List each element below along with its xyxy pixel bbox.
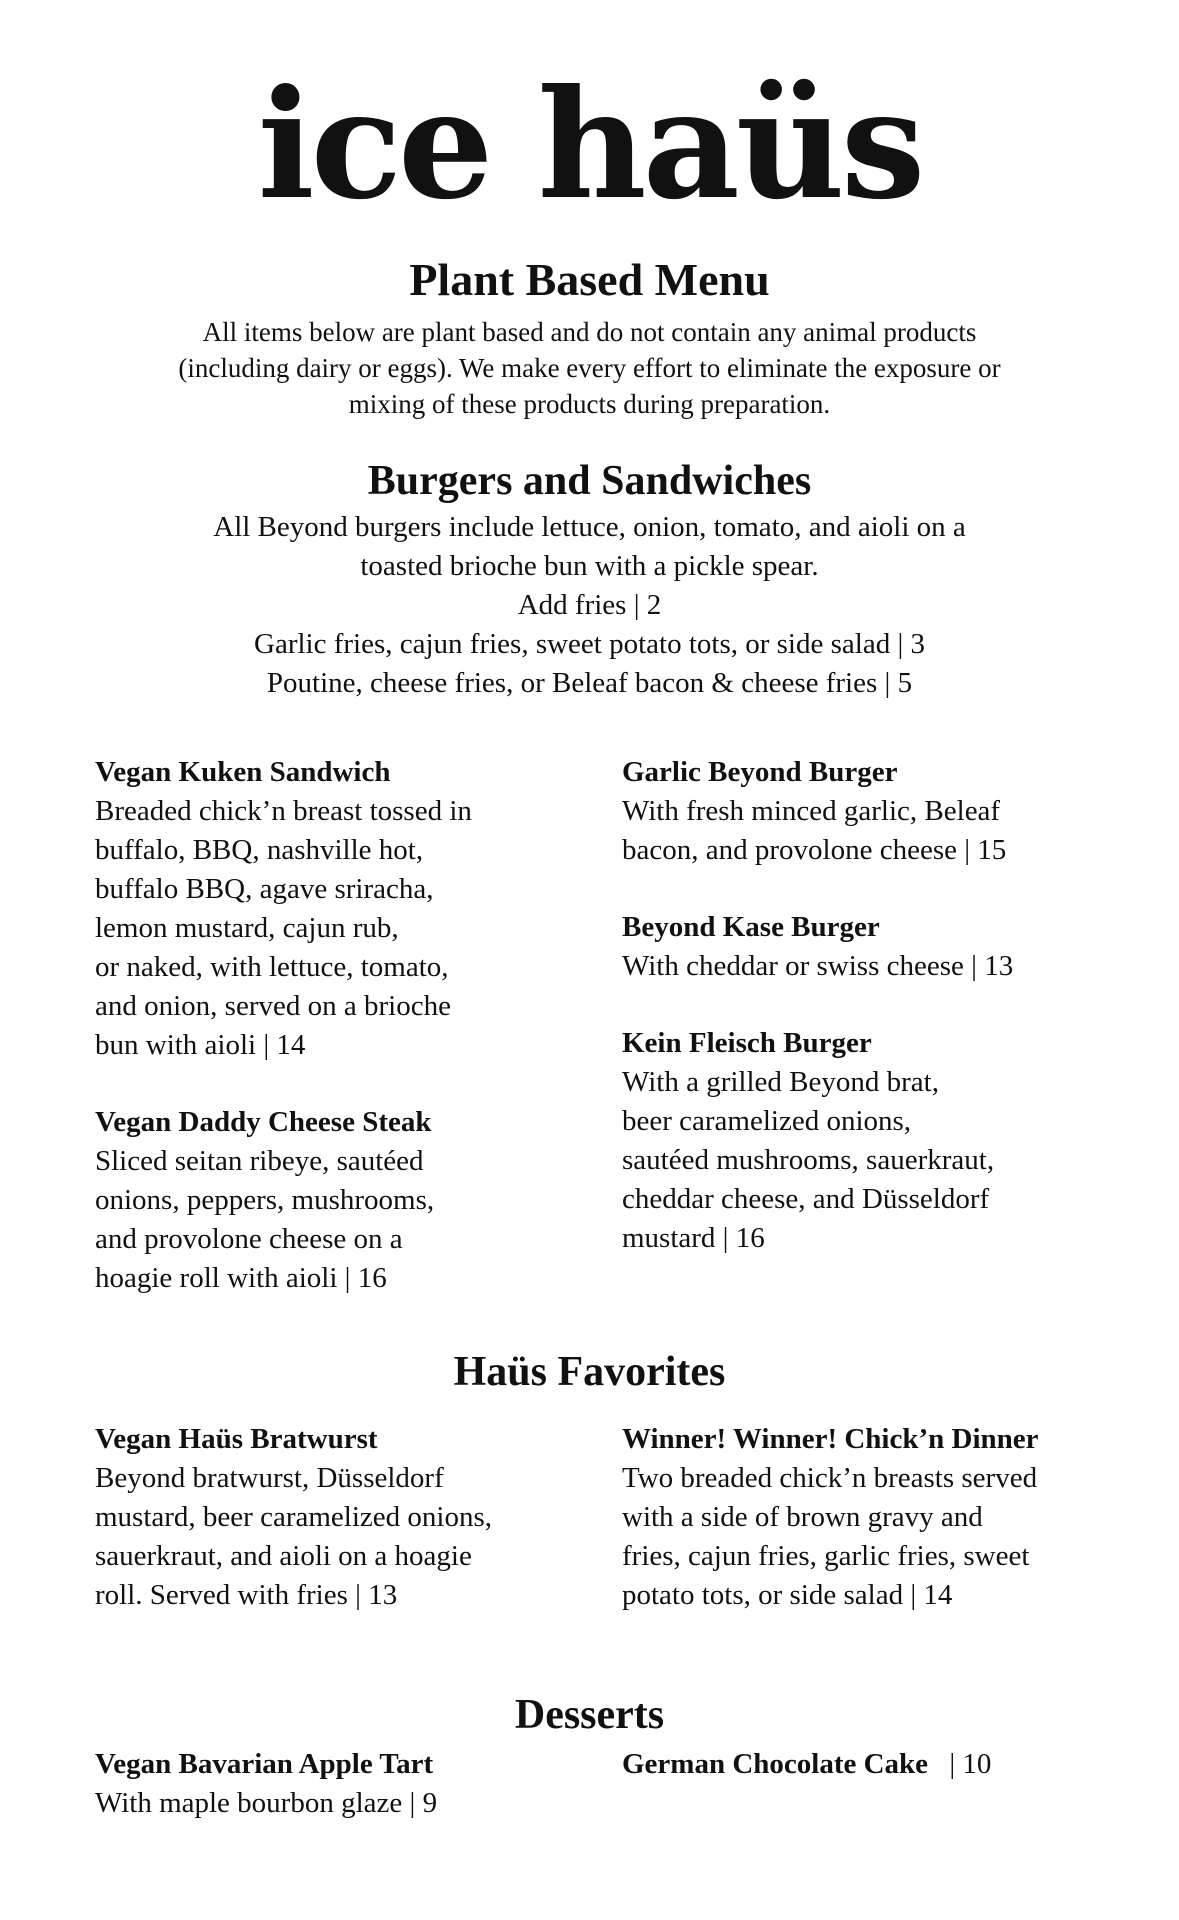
section-title-burgers: Burgers and Sandwiches (367, 458, 812, 504)
desserts-right-column (622, 1745, 1142, 1811)
menu-item-vegan-daddy-cheese-steak (95, 1103, 615, 1298)
item-desc-line: buffalo, BBQ, nashville hot, (95, 834, 424, 866)
intro-line: All items below are plant based and do not contain any animal products (202, 317, 977, 347)
item-desc-line: or naked, with lettuce, tomato, (95, 951, 449, 983)
item-name: German Chocolate Cake (622, 1748, 929, 1780)
item-desc-line: sauerkraut, and aioli on a hoagie (95, 1540, 472, 1572)
item-desc-line: bun with aioli | 14 (95, 1029, 306, 1061)
item-desc-line: With a grilled Beyond brat, (622, 1066, 939, 1098)
desserts-left-column (95, 1745, 615, 1850)
item-desc-line: onions, peppers, mushrooms, (95, 1184, 435, 1216)
burger-note: All Beyond burgers include lettuce, onion, tomato, and aioli on a (213, 511, 966, 543)
intro-line: mixing of these products during preparation. (348, 389, 831, 419)
menu-item-german-chocolate-cake (622, 1745, 1142, 1784)
item-desc-line: with a side of brown gravy and (622, 1501, 983, 1533)
item-name: Winner! Winner! Chick’n Dinner (622, 1423, 1039, 1455)
item-desc-line: buffalo BBQ, agave sriracha, (95, 873, 434, 905)
menu-item-vegan-haus-bratwurst (95, 1420, 615, 1615)
item-desc-line: roll. Served with fries | 13 (95, 1579, 398, 1611)
item-desc-line: beer caramelized onions, (622, 1105, 912, 1137)
burger-note: Garlic fries, cajun fries, sweet potato tots, or side salad | 3 (254, 628, 925, 660)
menu-item-garlic-beyond-burger (622, 753, 1142, 870)
item-name: Vegan Haüs Bratwurst (95, 1423, 378, 1455)
item-desc-line: and onion, served on a brioche (95, 990, 451, 1022)
menu-intro (100, 314, 1079, 422)
item-desc-line: hoagie roll with aioli | 16 (95, 1262, 387, 1294)
item-desc-line: mustard | 16 (622, 1222, 765, 1254)
item-name: Garlic Beyond Burger (622, 756, 898, 788)
burger-note: Add fries | 2 (517, 589, 662, 621)
menu-item-vegan-kuken-sandwich (95, 753, 615, 1065)
item-desc-line: Breaded chick’n breast tossed in (95, 795, 472, 827)
burger-note: Poutine, cheese fries, or Beleaf bacon & cheese fries | 5 (266, 667, 913, 699)
menu-item-kein-fleisch-burger (622, 1024, 1142, 1258)
item-desc-line: With cheddar or swiss cheese | 13 (622, 950, 1014, 982)
item-desc-line: With fresh minced garlic, Beleaf (622, 795, 1001, 827)
item-price: | 10 (949, 1748, 992, 1780)
menu-item-bavarian-apple-tart (95, 1745, 615, 1823)
item-desc-line: sautéed mushrooms, sauerkraut, (622, 1144, 995, 1176)
favorites-left-column (95, 1420, 615, 1642)
item-desc-line: cheddar cheese, and Düsseldorf (622, 1183, 990, 1215)
burgers-left-column (95, 753, 615, 1325)
burger-notes (0, 508, 1179, 703)
item-desc-line: fries, cajun fries, garlic fries, sweet (622, 1540, 1030, 1572)
menu-item-beyond-kase-burger (622, 908, 1142, 986)
favorites-right-column (622, 1420, 1142, 1642)
item-desc-line: mustard, beer caramelized onions, (95, 1501, 492, 1533)
item-desc-line: potato tots, or side salad | 14 (622, 1579, 953, 1611)
item-desc-line: Sliced seitan ribeye, sautéed (95, 1145, 424, 1177)
logo: ice haüs (257, 57, 922, 233)
item-desc-line: Beyond bratwurst, Düsseldorf (95, 1462, 444, 1494)
intro-line: (including dairy or eggs). We make every effort to eliminate the exposure or (178, 353, 1001, 383)
item-name: Beyond Kase Burger (622, 911, 880, 943)
menu-title: Plant Based Menu (409, 254, 770, 305)
section-title-desserts: Desserts (514, 1692, 665, 1738)
section-title-favorites: Haüs Favorites (453, 1349, 726, 1395)
item-name: Vegan Daddy Cheese Steak (95, 1106, 432, 1138)
item-desc-line: bacon, and provolone cheese | 15 (622, 834, 1007, 866)
item-desc-line: With maple bourbon glaze | 9 (95, 1787, 438, 1819)
menu-item-chickn-dinner (622, 1420, 1142, 1615)
item-name: Vegan Kuken Sandwich (95, 756, 391, 788)
item-desc-line: Two breaded chick’n breasts served (622, 1462, 1038, 1494)
burger-note: toasted brioche bun with a pickle spear. (360, 550, 819, 582)
item-name: Kein Fleisch Burger (622, 1027, 872, 1059)
item-desc-line: lemon mustard, cajun rub, (95, 912, 399, 944)
item-name: Vegan Bavarian Apple Tart (95, 1748, 434, 1780)
item-desc-line: and provolone cheese on a (95, 1223, 403, 1255)
burgers-right-column (622, 753, 1142, 1285)
